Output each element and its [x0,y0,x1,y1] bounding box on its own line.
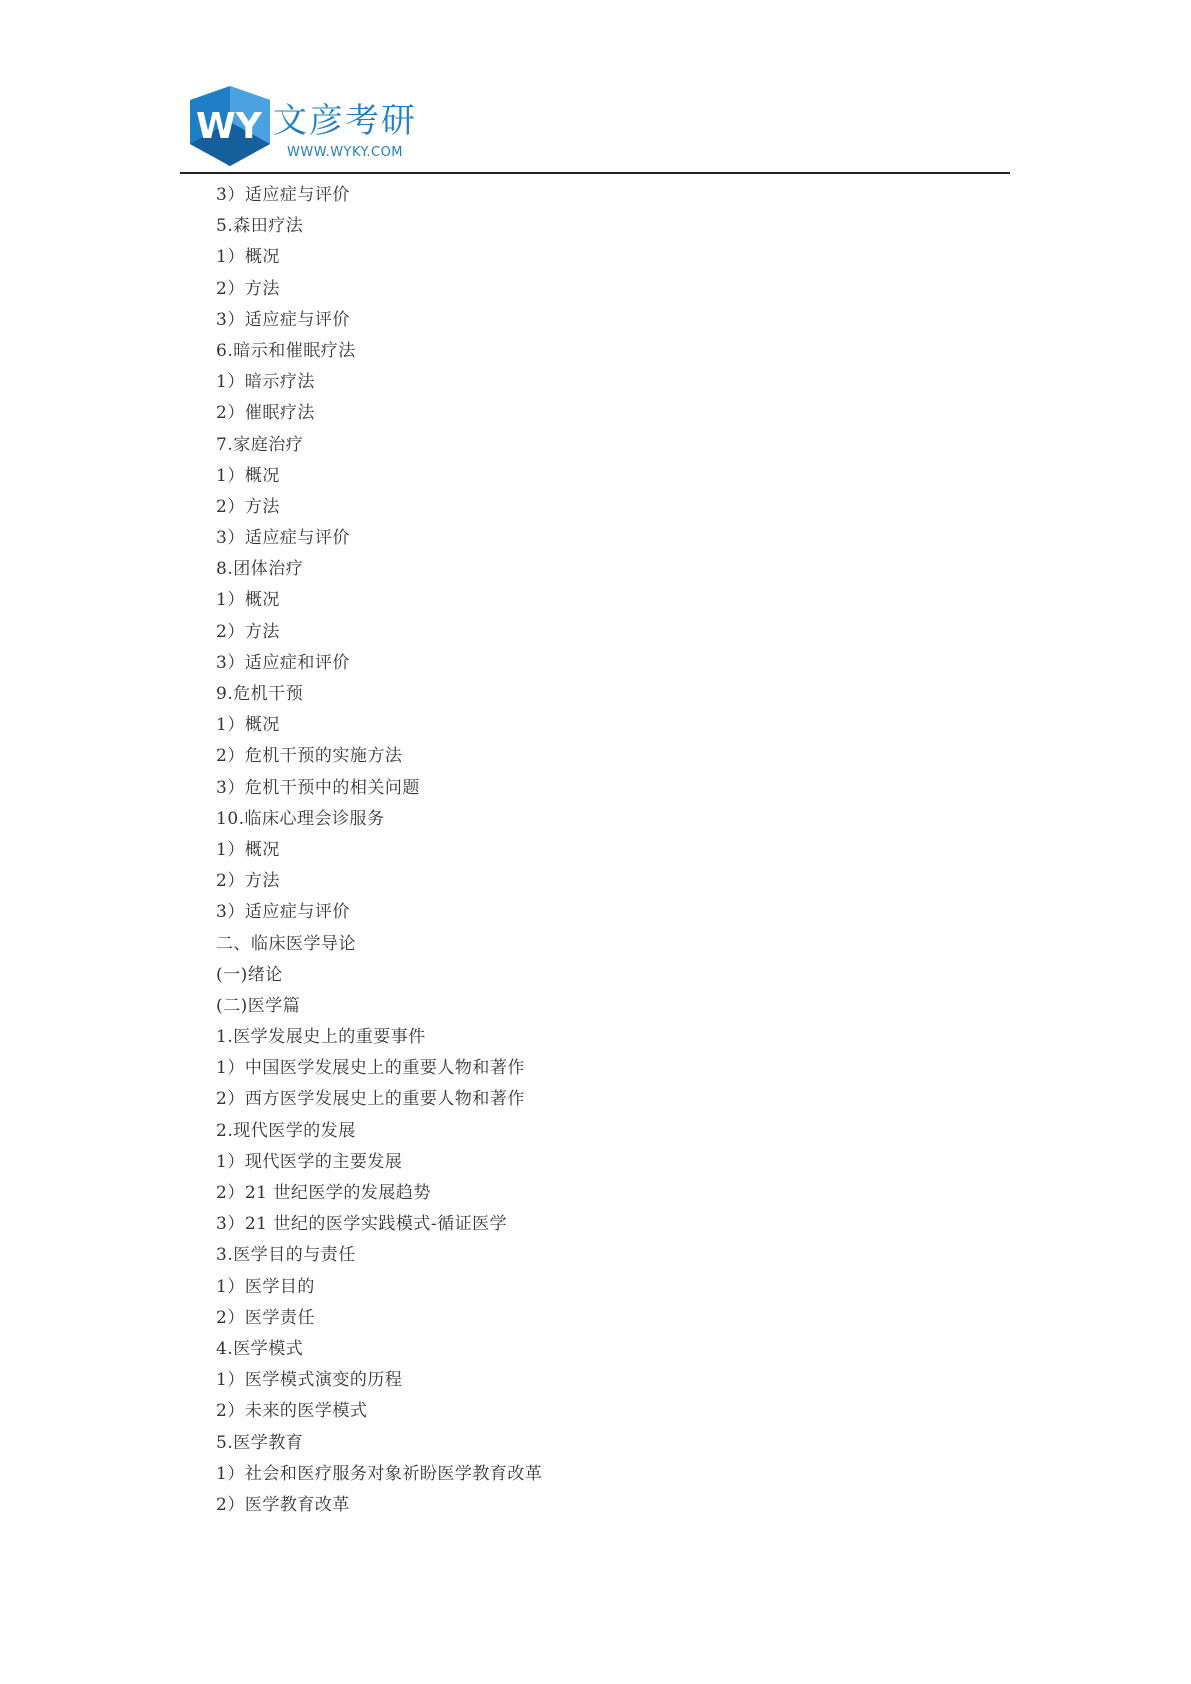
outline-item: 1）医学模式演变的历程 [216,1370,403,1391]
outline-item: 2）危机干预的实施方法 [216,746,403,767]
outline-item: 7.家庭治疗 [216,434,304,455]
outline-item: 1）概况 [216,590,280,611]
outline-item: 5.医学教育 [216,1432,304,1453]
outline-item: 3）21 世纪的医学实践模式-循证医学 [216,1214,508,1235]
wyky-logo-icon [186,82,274,170]
outline-item: 3）适应症与评价 [216,528,350,549]
svg-text:WY: WY [196,106,262,147]
outline-item: 8.团体治疗 [216,559,304,580]
outline-item: 2）方法 [216,621,280,642]
header-divider [180,172,1010,174]
outline-item: 1）医学目的 [216,1276,315,1297]
outline-item: 1）概况 [216,465,280,486]
outline-item: 1）概况 [216,247,280,268]
outline-item: 1）概况 [216,839,280,860]
outline-item: 3）适应症与评价 [216,309,350,330]
outline-item: 9.危机干预 [216,684,304,704]
outline-item: 2）医学教育改革 [216,1494,350,1515]
outline-item: 2）方法 [216,278,280,299]
outline-item: 1.医学发展史上的重要事件 [216,1027,426,1048]
outline-item: 6.暗示和催眠疗法 [216,340,356,361]
brand-name: 文彦考研 [273,101,417,141]
outline-item: 2）西方医学发展史上的重要人物和著作 [216,1089,525,1110]
outline-item: 2）未来的医学模式 [216,1401,368,1422]
outline-item: 二、临床医学导论 [216,933,356,954]
outline-item: 2）方法 [216,496,280,517]
syllabus-outline [216,180,542,1521]
brand-url: WWW.WYKY.COM [287,145,404,160]
outline-item: 3）适应症与评价 [216,902,350,923]
outline-item: 1）概况 [216,715,280,736]
outline-item: 4.医学模式 [216,1338,304,1359]
outline-item: 3）适应症和评价 [216,652,350,673]
outline-item: (一)绪论 [216,964,283,985]
page-header [180,78,1010,174]
outline-item: 1）现代医学的主要发展 [216,1151,403,1172]
outline-item: 3）适应症与评价 [216,185,350,205]
outline-item: 10.临床心理会诊服务 [216,808,385,829]
outline-item: 3）危机干预中的相关问题 [216,777,420,798]
outline-item: 1）社会和医疗服务对象祈盼医学教育改革 [216,1463,543,1484]
outline-item: 2.现代医学的发展 [216,1120,356,1141]
outline-item: 1）暗示疗法 [216,372,315,393]
outline-item: (二)医学篇 [216,995,301,1016]
outline-item: 3.医学目的与责任 [216,1245,356,1266]
outline-item: 1）中国医学发展史上的重要人物和著作 [216,1058,525,1079]
outline-item: 5.森田疗法 [216,216,304,237]
outline-item: 2）21 世纪医学的发展趋势 [216,1183,431,1203]
outline-item: 2）医学责任 [216,1307,315,1328]
outline-item: 2）催眠疗法 [216,403,315,424]
outline-item: 2）方法 [216,871,280,892]
